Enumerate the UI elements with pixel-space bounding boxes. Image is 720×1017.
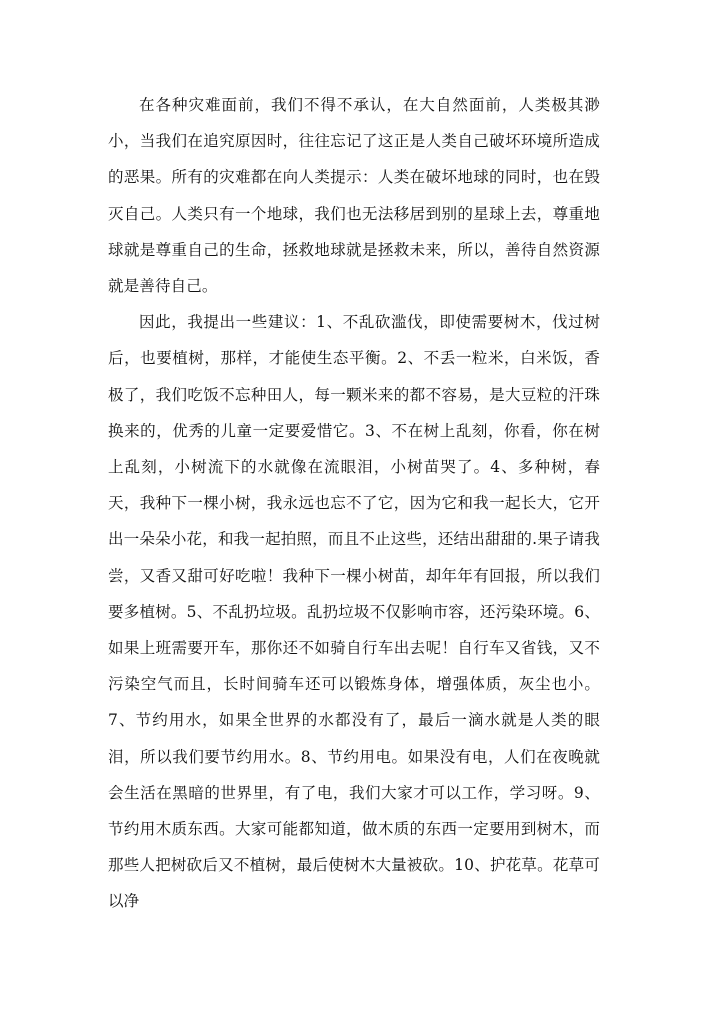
paragraph-1: 在各种灾难面前，我们不得不承认，在大自然面前，人类极其渺小，当我们在追究原因时，往往忘记了这正是人类自己破坏环境所造成的恶果。所有的灾难都在向人类提示：人类在破坏地球的同时，也在毁灭自己。人类只有一个地球，我们也无法移居到别的星球上去，尊重地球就是尊重自己的生命，拯救地球就是拯救未来，所以，善待自然资源就是善待自己。: [108, 96, 600, 296]
paragraph-2: 因此，我提出一些建议：1、不乱砍滥伐，即使需要树木，伐过树后，也要植树，那样，才能使生态平衡。2、不丢一粒米，白米饭，香极了，我们吃饭不忘种田人，每一颗米来的都不容易，是大豆粒的汗珠换来的，优秀的儿童一定要爱惜它。3、不在树上乱刻，你看，你在树上乱刻，小树流下的水就像在流眼泪，小树苗哭了。4、多种树，春天，我种下一棵小树，我永远也忘不了它，因为它和我一起长大，它开出一朵朵小花，和我一起拍照，而且不止这些，还结出甜甜的.果子请我尝，又香又甜可好吃啦！我种下一棵小树苗，却年年有回报，所以我们要多植树。5、不乱扔垃圾。乱扔垃圾不仅影响市容，还污染环境。6、如果上班需要开车，那你还不如骑自行车出去呢！自行车又省钱，又不污染空气而且，长时间骑车还可以锻炼身体，增强体质，灰尘也小。7、节约用水，如果全世界的水都没有了，最后一滴水就是人类的眼泪，所以我们要节约用水。8、节约用电。如果没有电，人们在夜晚就会生活在黑暗的世界里，有了电，我们大家才可以工作，学习呀。9、节约用木质东西。大家可能都知道，做木质的东西一定要用到树木，而那些人把树砍后又不植树，最后使树木大量被砍。10、护花草。花草可以净: [108, 313, 600, 911]
document-body: [108, 87, 600, 920]
